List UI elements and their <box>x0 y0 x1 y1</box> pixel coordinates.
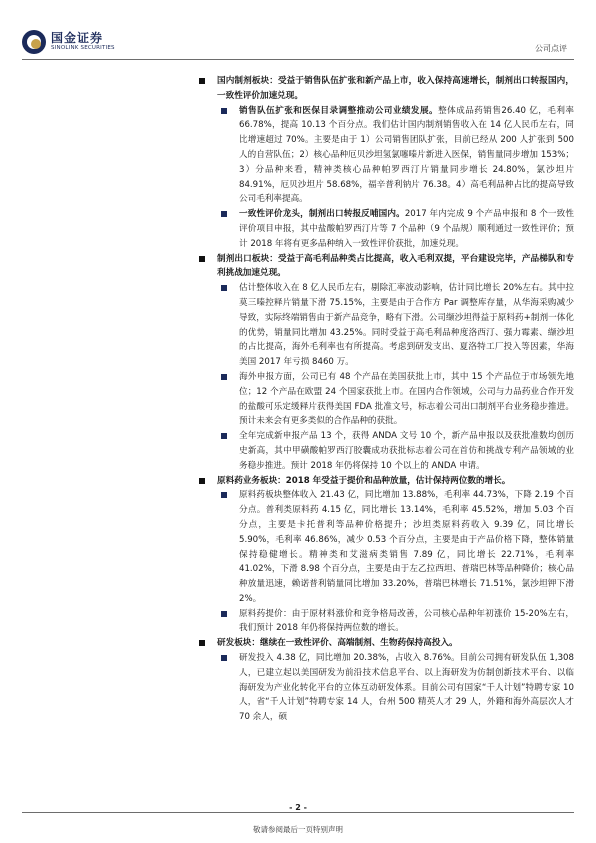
paragraph-text: 研发投入 4.38 亿，同比增加 20.38%，占收入 8.76%。目前公司拥有研发队伍 1,308 人，已建立起以美国研发为前沿技术信息平台、以上海研发为仿制创新技术平台、以临海研发为产业化转化平台的立体互动研发体系。目前公司有国家“千人计划”特聘专家 10 人，省“千人计划”特聘专家 14 人，台州 500 精英人才 29 人，外籍和海外高层次人才 70 余人，硕 <box>239 653 574 723</box>
square-bullet-icon <box>221 492 227 498</box>
paragraph-lead: 一致性评价龙头，制剂出口转报反哺国内。 <box>239 209 405 220</box>
report-body <box>196 74 574 725</box>
square-bullet-icon <box>221 433 227 439</box>
square-bullet-icon <box>199 478 205 484</box>
bullet-paragraph <box>217 488 574 606</box>
logo-english-name: SINOLINK SECURITIES <box>51 45 115 51</box>
section-heading <box>196 74 574 104</box>
sinolink-logo <box>22 30 115 54</box>
paragraph-text: 2017 年内完成 9 个产品申报和 8 个一致性评价项目申报，其中盐酸帕罗西汀片等 7 个品种（9 个品规）顺利通过一致性评价；预计 2018 年将有更多品种纳入一致性评价获批，加速兑现。 <box>239 209 574 249</box>
logo-chinese-name: 国金证券 <box>51 31 104 45</box>
section-title: 原料药业务板块： <box>217 475 286 486</box>
paragraph-text: 全年完成新申报产品 13 个，获得 ANDA 文号 10 个，新产品申报以及获批准数均创历史新高，其中甲磺酸帕罗西汀胶囊成功获批标志着公司在首仿和挑战专利产品领域的业务稳步推进。预计 2018 年仍将保持 10 个以上的 ANDA 申请。 <box>239 431 574 471</box>
section-heading <box>196 474 574 489</box>
paragraph-text: 原料药板块整体收入 21.43 亿，同比增加 13.88%，毛利率 44.73%，下降 2.19 个百分点。普利类原料药 4.15 亿，同比增长 13.14%，毛利率 45.52%，增加 5.03 个百分点，主要是卡托普利等品种价格提升；沙坦类原料药收入 9.39 亿，同比增长 5.90%，毛利率 46.86%，减少 0.53 个百分点，主要是由于产品价格下降，整体销量保持稳健增长。精神类和艾滋病类销售 7.89 亿，同比增长 22.71%，毛利率 41.02%，下滑 8.98 个百分点，主要是由于左乙拉西坦、普瑞巴林等品种降价；核心品种放量迅速，赖诺普利销量同比增加 33.20%，普瑞巴林增长 71.51%，氯沙坦钾下滑 2%。 <box>239 490 574 604</box>
bullet-paragraph <box>217 207 574 251</box>
section-summary: 受益于高毛利品种类占比提高，收入毛利双提，平台建设完毕，产品梯队和专利挑战加速兑现。 <box>217 253 574 279</box>
square-bullet-icon <box>221 285 227 291</box>
section-summary: 继续在一致性评价、高端制剂、生物药保持高投入。 <box>259 638 458 649</box>
square-bullet-icon <box>221 655 227 661</box>
section-heading <box>196 252 574 282</box>
disclaimer-note: 敬请参阅最后一页特别声明 <box>253 825 343 834</box>
section-title: 国内制剂板块： <box>217 76 278 86</box>
bullet-paragraph <box>217 281 574 370</box>
section-title: 研发板块： <box>217 638 260 649</box>
square-bullet-icon <box>199 78 205 84</box>
section-summary: 2018 年受益于提价和品种放量，估计保持两位数的增长。 <box>285 475 511 486</box>
square-bullet-icon <box>221 374 227 380</box>
paragraph-text: 估计整体收入在 8 亿人民币左右，剔除汇率波动影响，估计同比增长 20%左右。其中拉莫三嗪控释片销量下滑 75.15%，主要是由于合作方 Par 调整库存量，从华海采购减少导致，实际终端销售由于新产品竞争，略有下滑。公司缬沙坦得益于原料药+制剂一体化的优势，销量同比增加 43.25%。同时受益于高毛利品种度洛西汀、强力霉素、缬沙坦的占比提高，海外毛利率也有所提高。考虑到研发支出、夏洛特工厂投入等因素，华海美国 2017 年亏损 8460 万。 <box>239 283 574 368</box>
square-bullet-icon <box>221 211 227 217</box>
header-divider <box>22 59 574 60</box>
sinolink-logo-icon <box>22 30 46 54</box>
square-bullet-icon <box>221 611 227 617</box>
bullet-paragraph <box>217 104 574 208</box>
bullet-paragraph <box>217 429 574 473</box>
paragraph-text: 海外申报方面，公司已有 48 个产品在美国获批上市，其中 15 个产品位于市场领先地位；12 个产品在欧盟 24 个国家获批上市。在国内合作领域，公司与力品药业合作开发的盐酸可乐定缓释片获得美国 FDA 批准文号，标志着公司出口制剂平台业务稳步推进。预计未来会有更多类似的合作品种的获批。 <box>239 371 574 427</box>
bullet-paragraph <box>217 607 574 637</box>
section-heading <box>196 636 574 651</box>
document-type: 公司点评 <box>535 44 567 53</box>
section-summary: 受益于销售队伍扩张和新产品上市，收入保持高速增长，制剂出口转报国内，一致性评价加速兑现。 <box>217 76 574 101</box>
square-bullet-icon <box>199 640 205 646</box>
square-bullet-icon <box>199 256 205 262</box>
bullet-paragraph <box>217 370 574 429</box>
section-title: 制剂出口板块： <box>217 253 278 264</box>
bullet-paragraph <box>217 651 574 725</box>
page-number: - 2 - <box>289 803 307 812</box>
paragraph-text: 整体成品药销售26.40 亿，毛利率 66.78%，提高 10.13 个百分点。我们估计国内制剂销售收入在 14 亿人民币左右，同比增速超过 70%。主要是由于 1）公司销售团队扩张，目前已经从 200 人扩张到 500 人的自营队伍；2）核心品种厄贝沙坦氢氯噻嗪片新进入医保，销售量同步增加 153%；3）分品种来看，精神类核心品种帕罗西汀片销量同步增长 24.80%，氯沙坦片 84.91%，厄贝沙坦片 58.68%，福辛普利钠片 76.38。4）高毛利品种占比的提高导致公司毛利率提高。 <box>239 105 574 205</box>
square-bullet-icon <box>221 108 227 114</box>
paragraph-lead: 销售队伍扩张和医保目录调整推动公司业绩发展。 <box>239 105 439 116</box>
paragraph-text: 原料药提价：由于原材料涨价和竞争格局改善，公司核心品种年初涨价 15-20%左右，我们预计 2018 年仍将保持两位数的增长。 <box>239 608 574 634</box>
footer-divider <box>22 812 574 813</box>
